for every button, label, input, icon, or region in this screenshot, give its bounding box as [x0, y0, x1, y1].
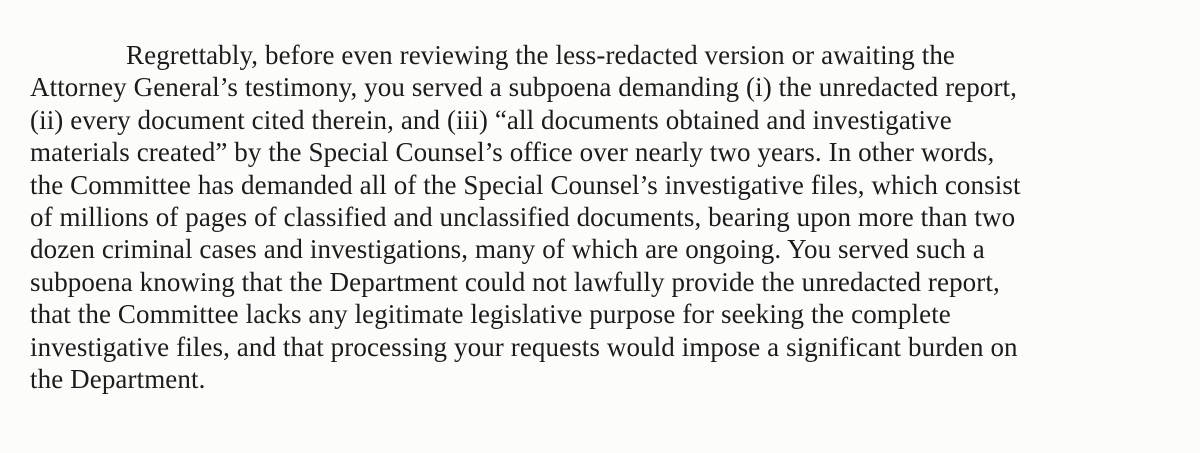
paragraph-line: subpoena knowing that the Department could not lawfully provide the unredacted report, — [30, 266, 1000, 297]
cut-off-text-line — [30, 0, 330, 6]
paragraph-line: Attorney General’s testimony, you served a subpoena demanding (i) the unredacted report, — [30, 72, 1017, 103]
letter-paragraph — [30, 39, 1190, 395]
paragraph-line: Regrettably, before even reviewing the less-redacted version or awaiting the — [126, 40, 956, 70]
paragraph-line: the Committee has demanded all of the Special Counsel’s investigative files, which consist — [30, 169, 1021, 200]
paragraph-line: the Department. — [30, 364, 206, 395]
paragraph-line: materials created” by the Special Counsel’s office over nearly two years. In other words, — [30, 137, 995, 168]
paragraph-line: dozen criminal cases and investigations, many of which are ongoing. You served such a — [30, 234, 985, 265]
paragraph-line: that the Committee lacks any legitimate legislative purpose for seeking the complete — [30, 299, 951, 330]
paragraph-line: investigative files, and that processing your requests would impose a significant burden on — [30, 331, 1018, 362]
paragraph-line: of millions of pages of classified and unclassified documents, bearing upon more than two — [30, 202, 1016, 233]
paragraph-line: (ii) every document cited therein, and (iii) “all documents obtained and investigative — [30, 104, 952, 135]
